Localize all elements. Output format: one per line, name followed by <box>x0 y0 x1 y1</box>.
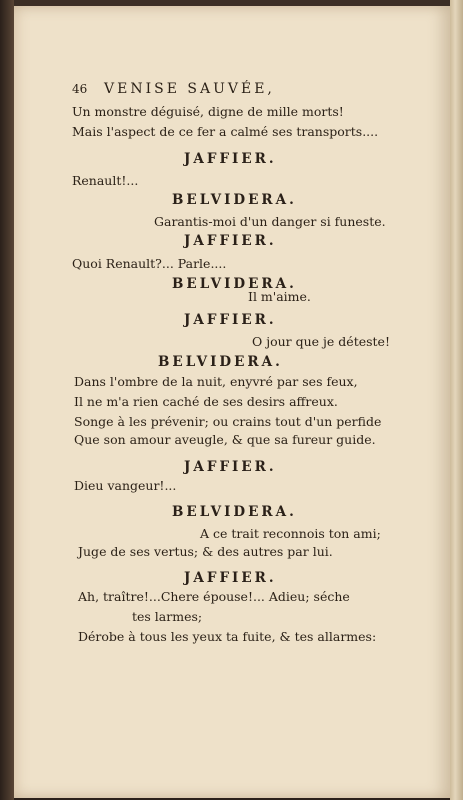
verse-line: Renault!... <box>72 173 139 188</box>
speaker-name: BELVIDERA. <box>172 192 297 208</box>
verse-line: Garantis-moi d'un danger si funeste. <box>154 214 386 229</box>
verse-line: A ce trait reconnois ton ami; <box>200 526 381 541</box>
book-gutter-shadow <box>0 0 14 800</box>
verse-line: Dans l'ombre de la nuit, enyvré par ses feux, <box>74 374 358 389</box>
speaker-name: JAFFIER. <box>184 459 277 475</box>
running-title: VENISE SAUVÉE, <box>104 81 275 97</box>
verse-line: Songe à les prévenir; ou crains tout d'un perfide <box>74 414 382 429</box>
speaker-name: JAFFIER. <box>184 151 277 167</box>
verse-line: Un monstre déguisé, digne de mille morts! <box>72 104 344 119</box>
speaker-name: JAFFIER. <box>184 233 277 249</box>
speaker-name: BELVIDERA. <box>158 354 283 370</box>
verse-line: O jour que je déteste! <box>252 334 390 349</box>
verse-line: Il m'aime. <box>248 289 311 304</box>
page-number: 46 <box>72 82 88 96</box>
verse-line: Juge de ses vertus; & des autres par lui. <box>78 544 333 559</box>
verse-line: Dérobe à tous les yeux ta fuite, & tes allarmes: <box>78 629 377 644</box>
verse-line: Mais l'aspect de ce fer a calmé ses transports.... <box>72 124 379 139</box>
verse-line: Que son amour aveugle, & que sa fureur guide. <box>74 432 376 447</box>
speaker-name: BELVIDERA. <box>172 504 297 520</box>
speaker-name: JAFFIER. <box>184 570 277 586</box>
verse-line: Quoi Renault?... Parle.... <box>72 256 227 271</box>
page-edge <box>450 0 463 800</box>
speaker-name: BELVIDERA. <box>172 276 297 292</box>
verse-line: Dieu vangeur!... <box>74 478 177 493</box>
verse-line: tes larmes; <box>132 609 203 624</box>
page-text <box>72 82 392 682</box>
verse-line: Il ne m'a rien caché de ses desirs affreux. <box>74 394 338 409</box>
speaker-name: JAFFIER. <box>184 312 277 328</box>
verse-line: Ah, traître!...Chere épouse!... Adieu; séche <box>78 589 350 604</box>
